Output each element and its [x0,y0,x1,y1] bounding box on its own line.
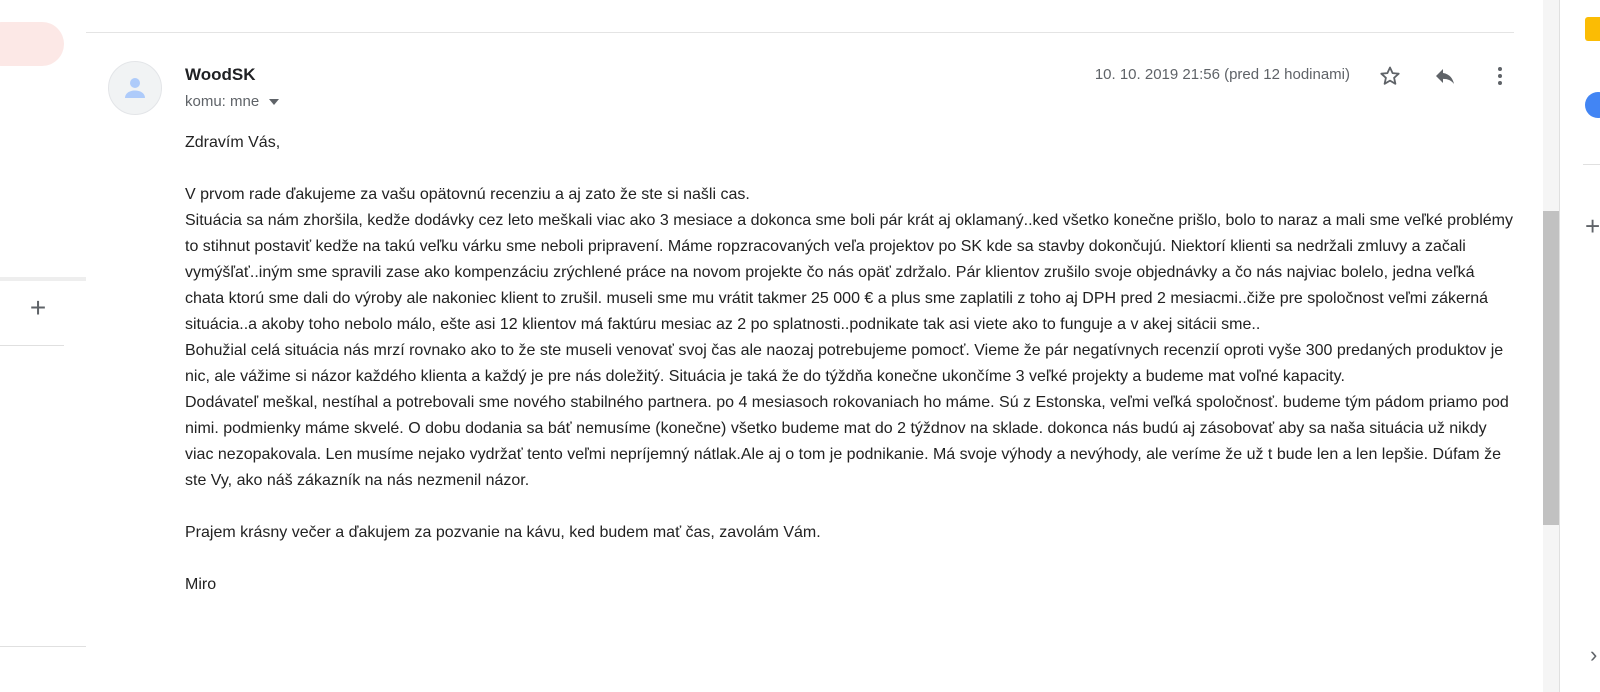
keep-icon[interactable] [1585,17,1600,41]
message-paragraph: V prvom rade ďakujeme za vašu opätovnú recenziu a aj zato že ste si našli cas. [185,186,750,203]
message-closing: Prajem krásny večer a ďakujem za pozvanie na kávu, ked budem mať čas, zavolám Vám. [185,524,821,541]
star-icon [1378,64,1402,88]
sidebar-divider [0,646,86,647]
side-panel-divider [1559,0,1560,692]
add-icon[interactable]: + [1585,211,1600,241]
more-options-button[interactable] [1486,62,1514,90]
recipient-label: komu: mne [185,93,260,110]
compose-button[interactable] [0,22,64,66]
tasks-icon[interactable] [1585,92,1600,118]
recipient-details-toggle[interactable] [185,93,279,110]
message-signature: Miro [185,576,217,593]
caret-down-icon [269,99,279,105]
sidebar-divider [0,277,86,281]
message-divider [86,32,1514,33]
sender-name: WoodSK [185,65,256,84]
message-paragraph: Dodávateľ meškal, nestíhal a potrebovali sme nového stabilného partnera. po 4 mesiasoch rokovaniach ho máme. Sú z Estonska, veľmi veľká spoločnosť. budeme tým pádom priamo pod nimi. podmienky máme skvelé. O dobu dodania sa báť nemusíme (konečne) všetko budeme mat do 2 týždnov na sklade. dokonca nás budú aj zásobovať aby sa naša situácia už nikdy viac nezopakovala. Len musíme nejako vydržať tento veľmi nepríjemný nátlak.Ale aj o tom je podnikanie. Má svoje výhody a nevýhody, ale veríme že už t bude len a len lepšie. Dúfam že ste Vy, ako náš zákazník na nás nezmenil názor. [185,394,1509,489]
chevron-right-icon[interactable]: › [1590,642,1598,667]
sidebar-divider [0,345,64,346]
avatar[interactable] [108,61,162,115]
add-label-icon[interactable]: + [29,292,47,323]
message-paragraph: Situácia sa nám zhoršila, kedže dodávky cez leto meškali viac ako 3 mesiace a dokonca sme boli pár krát aj oklamaný..ked všetko konečne prišlo, bolo to naraz a mali sme veľké problémy to stihnut postaviť kedže na takú veľku várku sme neboli pripravení. Máme ropzracovaných veľa projektov po SK kde sa stavby dokončujú. Niektorí klienti sa nedržali zmluvy a začali vymýšľať..iným sme spravili zase ako kompenzáciu zrýchlené práce na novom projekte čo nás opäť zdržalo. Pár klientov zrušilo svoje objednávky a čo nás najviac bolelo, jedna veľká chata ktorú sme dali do výroby ale nakoniec klient to zrušil. museli sme mu vrátit takmer 25 000 € a plus sme zaplatili z toho aj DPH pred 2 mesiacmi..čiže pre spoločnost veľmi zákerná situácia..a akoby toho nebolo málo, ešte asi 12 klientov má faktúru mesiac az 2 po splatnosti..podnikate tak asi viete ako to funguje a v akej sitácii sme.. [185,212,1513,333]
message-body [185,130,1515,598]
reply-button[interactable] [1431,62,1459,90]
more-vert-icon [1488,64,1512,88]
scrollbar-thumb[interactable] [1543,211,1559,525]
side-panel-divider [1583,164,1600,165]
message-greeting: Zdravím Vás, [185,134,281,151]
reply-icon [1433,64,1457,88]
message-paragraph: Bohužial celá situácia nás mrzí rovnako ako to že ste museli venovať svoj čas ale naozaj potrebujeme pomocť. Vieme že pár negatívnych recenzií oproti vyše 300 predaných produktov je nic, ale vážime si názor každého klienta a každý je pre nás doležitý. Situácia je taká že do týždňa konečne ukončíme 3 veľké projekty a budeme mat voľné kapacity. [185,342,1504,385]
message-date: 10. 10. 2019 21:56 (pred 12 hodinami) [1094,66,1350,83]
star-button[interactable] [1376,62,1404,90]
person-icon [120,73,150,103]
